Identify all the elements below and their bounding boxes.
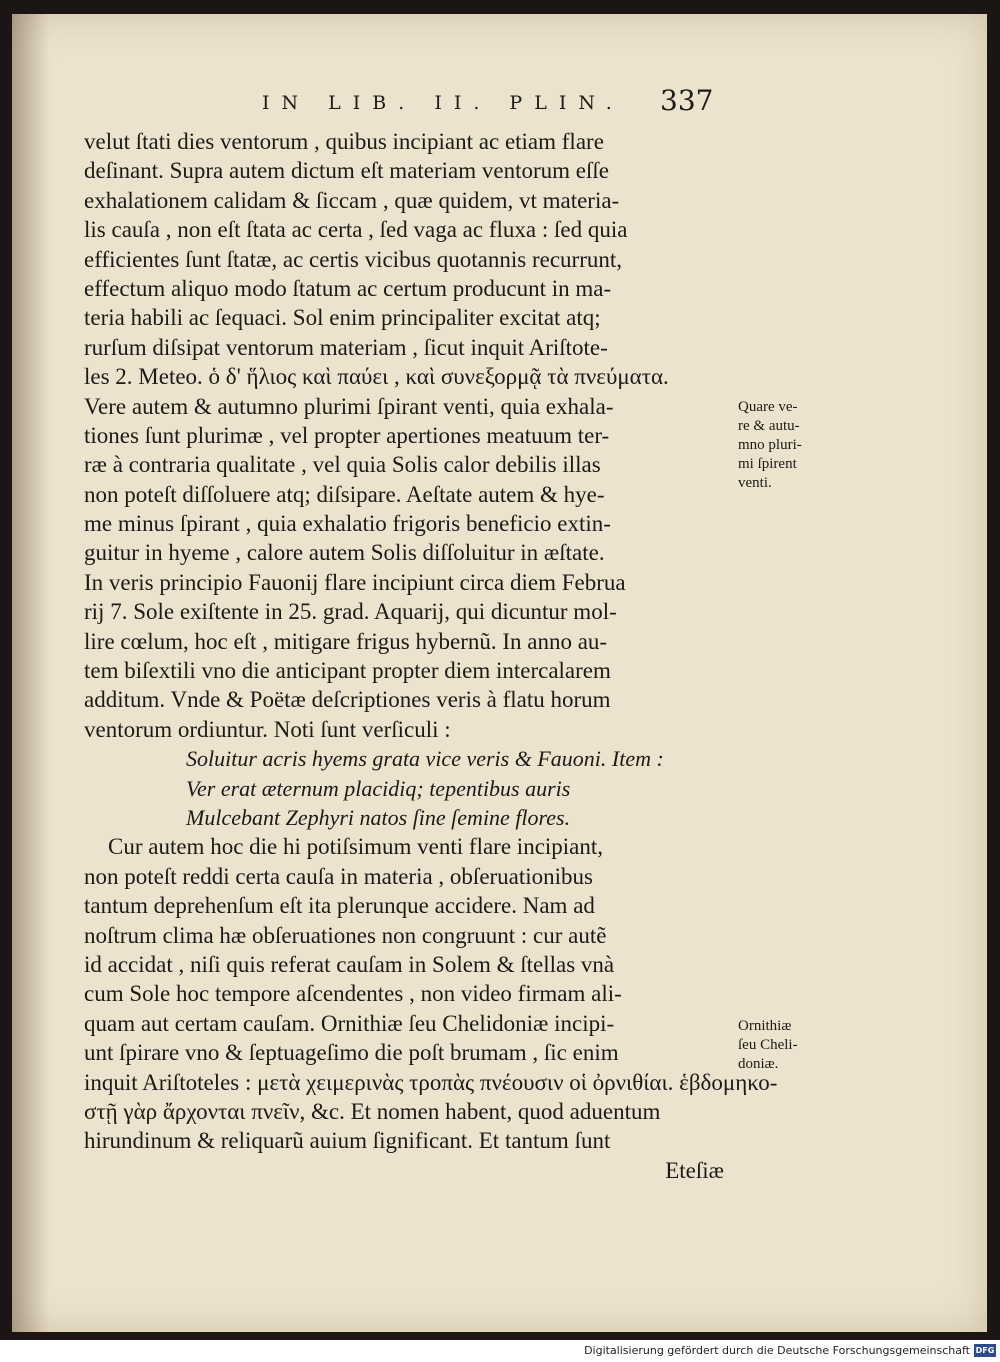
text-line: noſtrum clima hæ obſeruationes non congruunt : cur autẽ — [84, 922, 607, 948]
marginal-note-ornithiae — [738, 1017, 838, 1074]
text-line: unt ſpirare vno & ſeptuageſimo die poſt brumam , ſic enim — [84, 1040, 619, 1066]
text-line: tiones ſunt plurimæ , vel propter apertiones meatuum ter- — [84, 422, 610, 448]
text-line: guitur in hyeme , calore autem Solis diſſoluitur in æſtate. — [84, 540, 605, 566]
funding-credit: Digitalisierung gefördert durch die Deutsche Forschungsgemeinschaft — [584, 1344, 970, 1357]
text-line: rurſum diſsipat ventorum materiam , ſicut inquit Ariſtote- — [84, 334, 608, 360]
text-line: additum. Vnde & Poëtæ deſcriptiones veris à flatu horum — [84, 687, 611, 713]
dfg-logo: DFG — [975, 1346, 995, 1355]
text-line: teria habili ac ſequaci. Sol enim principaliter excitat atq; — [84, 305, 601, 331]
text-line: Cur autem hoc die hi potiſsimum venti flare incipiant, — [108, 834, 604, 860]
gloss-line: Ornithiæ — [738, 1018, 792, 1034]
text-line: rij 7. Sole exiſtente in 25. grad. Aquarij, qui dicuntur mol- — [84, 599, 617, 625]
text-line: exhalationem calidam & ſiccam , quæ quidem, vt materia- — [84, 187, 620, 213]
text-line: Vere autem & autumno plurimi ſpirant venti, quia exhala- — [84, 393, 614, 419]
catchword: Eteſiæ — [665, 1157, 724, 1183]
running-head: IN LIB. II. PLIN. — [262, 92, 624, 114]
text-line: id accidat , niſi quis referat cauſam in Solem & ſtellas vnà — [84, 951, 615, 977]
text-line: tantum deprehenſum eſt ita plerunque accidere. Nam ad — [84, 893, 595, 919]
text-line: hirundinum & reliquarũ auium ſignificant. Et tantum ſunt — [84, 1128, 611, 1154]
gloss-line: re & autu- — [738, 418, 800, 434]
footer-bar — [0, 1340, 1000, 1362]
text-line: In veris principio Fauonij flare incipiunt circa diem Februa — [84, 569, 626, 595]
page-number: 337 — [660, 84, 714, 117]
gloss-line: mno pluri- — [738, 437, 802, 453]
gloss-line: venti. — [738, 475, 772, 491]
text-line: lire cœlum, hoc eſt , mitigare frigus hybernũ. In anno au- — [84, 628, 608, 654]
gloss-line: Quare ve- — [738, 399, 798, 415]
verse-line: Mulcebant Zephyri natos ſine ſemine flores. — [186, 804, 571, 830]
text-line: quam aut certam cauſam. Ornithiæ ſeu Chelidoniæ incipi- — [84, 1010, 615, 1036]
book-page — [12, 14, 987, 1332]
text-line: effectum aliquo modo ſtatum ac certum producunt in ma- — [84, 275, 612, 301]
gloss-line: mi ſpirent — [738, 456, 797, 472]
text-line: tem biſextili vno die anticipant propter diem intercalarem — [84, 658, 611, 684]
text-line: non poteſt diſſoluere atq; diſsipare. Aeſtate autem & hye- — [84, 481, 605, 507]
gutter-shadow — [12, 14, 50, 1332]
verse-line: Ver erat æternum placidiq; tepentibus auris — [186, 775, 571, 801]
gloss-line: ſeu Cheli- — [738, 1037, 798, 1053]
text-line: cum Sole hoc tempore aſcendentes , non video firmam ali- — [84, 981, 622, 1007]
marginal-note-vere-autumno — [738, 398, 838, 493]
text-line: non poteſt reddi certa cauſa in materia , obſeruationibus — [84, 863, 594, 889]
text-line: les 2. Meteo. ὁ δ' ἥλιος καὶ παύει , καὶ συνεξορμᾷ τὰ πνεύματα. — [84, 364, 669, 390]
text-line: inquit Ariſtoteles : μετὰ χειμερινὰς τροπὰς πνέουσιν οἱ ὀρνιθίαι. ἑβδομηκο- — [84, 1069, 778, 1095]
verse-line: Soluitur acris hyems grata vice veris & Fauoni. Item : — [186, 746, 664, 772]
text-line: deſinant. Supra autem dictum eſt materiam ventorum eſſe — [84, 158, 610, 184]
gloss-line: doniæ. — [738, 1056, 779, 1072]
text-line: efficientes ſunt ſtatæ, ac certis vicibus quotannis recurrunt, — [84, 246, 622, 272]
text-line: velut ſtati dies ventorum , quibus incipiant ac etiam flare — [84, 129, 604, 154]
text-line: me minus ſpirant , quia exhalatio frigoris beneficio extin- — [84, 511, 611, 537]
text-line: lis cauſa , non eſt ſtata ac certa , ſed vaga ac fluxa : ſed quia — [84, 217, 628, 243]
text-line: στῇ γὰρ ἄρχονται πνεῖν, &c. Et nomen habent, quod aduentum — [84, 1098, 661, 1124]
text-line: ræ à contraria qualitate , vel quia Solis calor debilis illas — [84, 452, 601, 478]
text-line: ventorum ordiuntur. Noti ſunt verſiculi : — [84, 716, 451, 742]
